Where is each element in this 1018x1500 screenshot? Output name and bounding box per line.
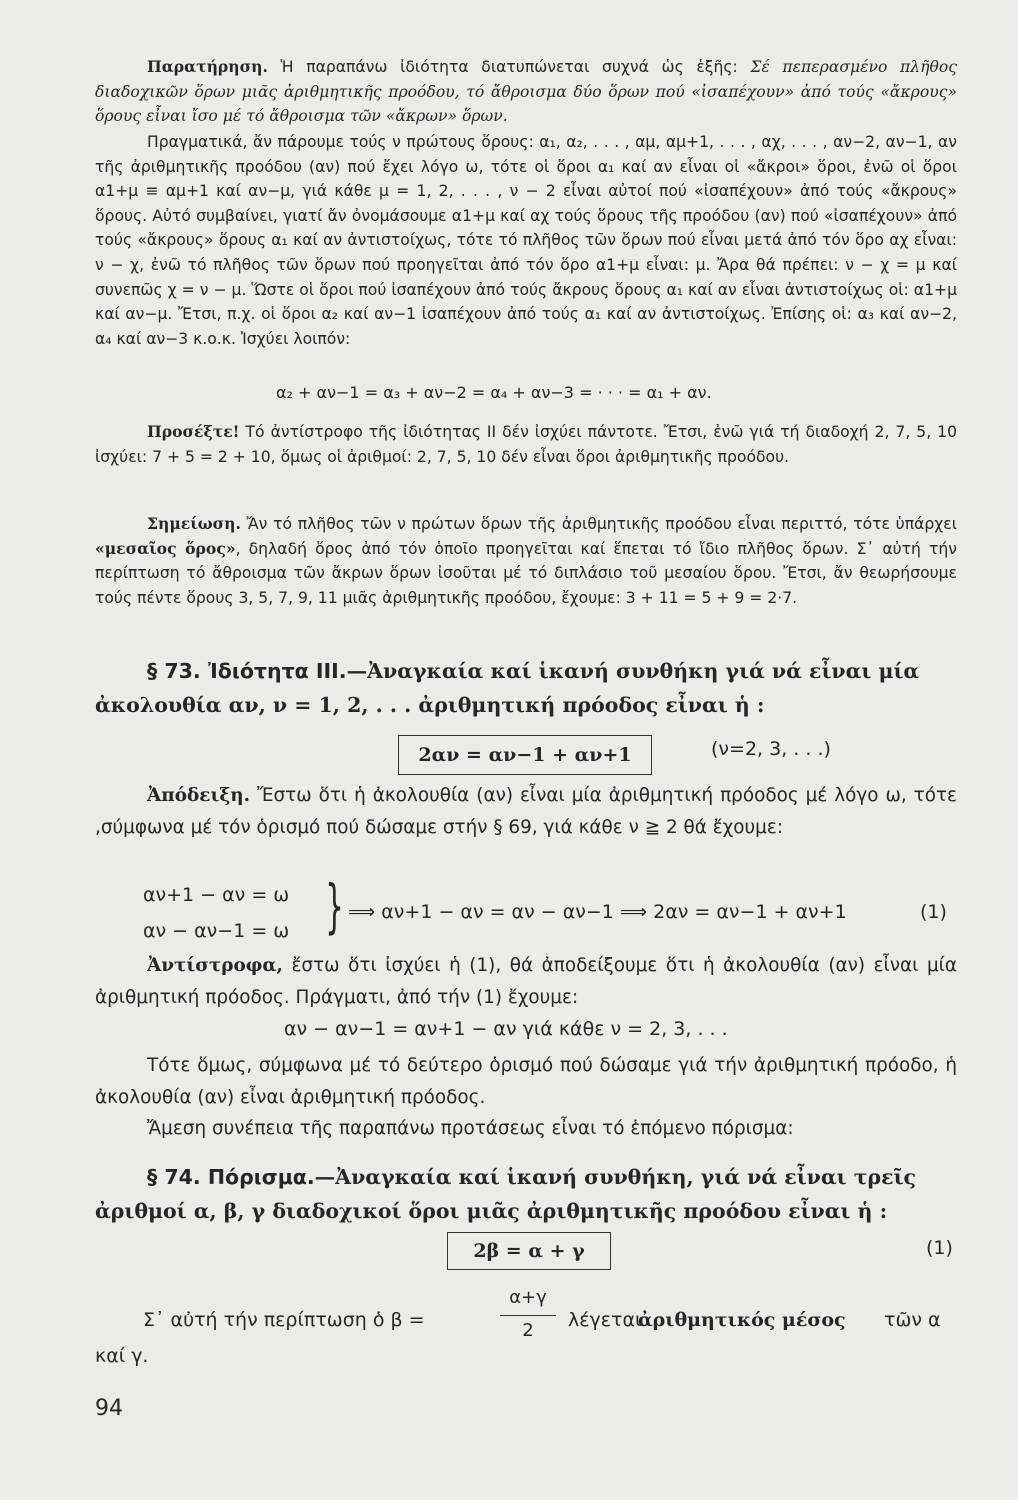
equality-chain: α₂ + αν−1 = α₃ + αν−2 = α₄ + αν−3 = · · · = α₁ + αν.: [276, 383, 712, 402]
fraction-numerator: α+γ: [509, 1287, 547, 1308]
section-73-number: § 73.: [147, 659, 201, 683]
equation-number-1: (1): [920, 901, 947, 923]
section-74-formula: 2β = α + γ: [473, 1240, 585, 1262]
proof-text: Ἔστω ὅτι ἡ ἀκολουθία (αν) εἶναι μία ἀριθμητική πρόοδος μέ λόγο ω, τότε ,σύμφωνα μέ τόν ὁρισμό πού δώσαμε στήν § 69, γιά κάθε ν ≧ 2 θά ἔχουμε:: [95, 785, 957, 838]
note-paragraph: [95, 512, 957, 610]
system-eq-1: αν+1 − αν = ω: [143, 884, 290, 906]
converse-text: ἔστω ὅτι ἰσχύει ἡ (1), θά ἀποδείξουμε ὅτι ἡ ἀκολουθία (αν) εἶναι μία ἀριθμητική πρόοδος. Πράγματι, ἀπό τήν (1) ἔχουμε:: [95, 955, 957, 1008]
remark-label: Παρατήρηση.: [147, 57, 268, 76]
corollary-intro: Ἄμεση συνέπεια τῆς παραπάνω προτάσεως εἶναι τό ἑπόμενο πόρισμα:: [147, 1118, 794, 1139]
converse-equation: αν − αν−1 = αν+1 − αν γιά κάθε ν = 2, 3, . . .: [284, 1018, 728, 1040]
proof-section: [95, 780, 957, 843]
system-brace: }: [325, 872, 344, 940]
warning-text: Τό ἀντίστροφο τῆς ἰδιότητας II δέν ἰσχύει πάντοτε. Ἔτσι, ἐνῶ γιά τή διαδοχή 2, 7, 5, 10 ἰσχύει: 7 + 5 = 2 + 10, ὅμως οἱ ἀριθμοί: 2, 7, 5, 10 δέν εἶναι ὅροι ἀριθμητικῆς προόδου.: [95, 423, 957, 466]
fraction-bar: [500, 1315, 556, 1316]
proof-paragraph: Πραγματικά, ἄν πάρουμε τούς ν πρώτους ὅρους: α₁, α₂, . . . , αμ, αμ+1, . . . , αχ, . . . , αν−2, αν−1, αν τῆς ἀριθμητικῆς προόδου (αν) πού ἔχει λόγο ω, τότε οἱ ὅροι α₁ καί αν εἶναι οἱ «ἄκροι» ὅροι, ἐνῶ οἱ ὅροι α1+μ ≡ αμ+1 καί αν−μ, γιά κάθε μ = 1, 2, . . . , ν − 2 εἶναι αὐτοί πού «ἰσαπέχουν» ἀπό τούς «ἄκρους» ὅρους. Αὐτό συμβαίνει, γιατί ἄν ὀνομάσουμε α1+μ καί αχ τούς ὅρους τῆς προόδου (αν) πού «ἰσαπέχουν» ἀπό τούς «ἄκρους» ὅρους α₁ καί αν ἀντιστοίχως, τότε τό πλῆθος τῶν ὅρων πού εἶναι μετά ἀπό τόν ὅρο αχ εἶναι: ν − χ, ἐνῶ τό πλῆθος τῶν ὅρων πού προηγεῖται ἀπό τόν ὅρο α1+μ εἶναι: μ. Ἄρα θά πρέπει: ν − χ = μ καί συνεπῶς χ = ν − μ. Ὥστε οἱ ὅροι πού ἰσαπέχουν ἀπό τούς ἄκρους ὅρους α₁ καί αν εἶναι ἀντιστοίχως οἱ: α1+μ καί αν−μ. Ἔτσι, π.χ. οἱ ὅροι α₂ καί αν−1 ἰσαπέχουν ἀπό τούς α₁ καί αν ἀντιστοίχως. Ἐπίσης οἱ: α₃ καί αν−2, α₄ καί αν−3 κ.ο.κ. Ἰσχύει λοιπόν:: [95, 133, 957, 348]
arithmetic-mean-term: ἀριθμητικός μέσος: [638, 1309, 846, 1331]
section-74-title: Πόρισμα.: [207, 1165, 315, 1189]
closing-text-start: Σ᾽ αὐτή τήν περίπτωση ὁ β =: [143, 1309, 425, 1331]
section-74-statement: —Ἀναγκαία καί ἱκανή συνθήκη, γιά νά εἶναι τρεῖς ἀριθμοί α, β, γ διαδοχικοί ὅροι μιᾶς ἀριθμητικῆς προόδου εἶναι ἡ :: [95, 1165, 917, 1223]
warning-label: Προσέξτε!: [147, 422, 240, 441]
section-73-formula-box: [398, 735, 652, 775]
note-text-1: Ἄν τό πλῆθος τῶν ν πρώτων ὅρων τῆς ἀριθμητικῆς προόδου εἶναι περιττό, τότε ὑπάρχει: [240, 515, 957, 533]
implication-chain: ⟹ αν+1 − αν = αν − αν−1 ⟹ 2αν = αν−1 + αν+1: [348, 901, 847, 923]
closing-text-last: καί γ.: [95, 1345, 149, 1367]
converse-label: Ἀντίστροφα,: [147, 955, 283, 976]
page-number: 94: [95, 1396, 123, 1421]
section-74-heading: [95, 1160, 957, 1228]
closing-text-middle: λέγεται: [568, 1309, 642, 1331]
fraction-denominator: 2: [522, 1320, 534, 1341]
warning-paragraph: [95, 420, 957, 469]
note-bold-term: «μεσαῖος ὅρος»: [95, 538, 236, 558]
proof-label: Ἀπόδειξη.: [147, 785, 251, 806]
section-74-number: § 74.: [147, 1165, 201, 1189]
section-73-formula: 2αν = αν−1 + αν+1: [418, 744, 632, 766]
section-74-formula-box: [447, 1232, 611, 1270]
remark-paragraph: [95, 55, 957, 129]
section-73-heading: [95, 654, 957, 722]
note-text-2: , δηλαδή ὅρος ἀπό τόν ὁποῖο προηγεῖται καί ἕπεται τό ἴδιο πλῆθος ὅρων. Σ᾽ αὐτή τήν περίπτωση τό ἄθροισμα τῶν ἄκρων ὅρων ἰσοῦται μέ τό διπλάσιο τοῦ μεσαίου ὅρου. Ἔτσι, ἄν θεωρήσουμε τούς πέντε ὅρους 3, 5, 7, 9, 11 μιᾶς ἀριθμητικῆς προόδου, ἔχουμε: 3 + 11 = 5 + 9 = 2·7.: [95, 539, 957, 607]
remark-italic-statement: Σέ πεπερασμένο πλῆθος διαδοχικῶν ὅρων μιᾶς ἀριθμητικῆς προόδου, τό ἄθροισμα δύο ὅρων πού «ἰσαπέχουν» ἀπό τούς «ἄκρους» ὅρους εἶναι ἴσο μέ τό ἄθροισμα τῶν «ἄκρων» ὅρων.: [95, 58, 957, 126]
section-73-condition: (ν=2, 3, . . .): [711, 738, 831, 760]
section-73-title: Ἰδιότητα III.: [207, 659, 347, 683]
section-74-equation-number: (1): [926, 1237, 953, 1259]
system-eq-2: αν − αν−1 = ω: [143, 920, 290, 942]
conclusion-paragraph: Τότε ὅμως, σύμφωνα μέ τό δεύτερο ὁρισμό πού δώσαμε γιά τήν ἀριθμητική πρόοδο, ἡ ἀκολουθία (αν) εἶναι ἀριθμητική πρόοδος.: [95, 1055, 957, 1108]
closing-text-end: τῶν α: [884, 1309, 941, 1331]
note-label: Σημείωση.: [147, 514, 241, 533]
remark-text: Ἡ παραπάνω ἰδιότητα διατυπώνεται συχνά ὡς ἑξῆς:: [267, 58, 751, 76]
converse-paragraph: [95, 950, 957, 1013]
section-73-statement: —Ἀναγκαία καί ἱκανή συνθήκη γιά νά εἶναι μία ἀκολουθία αν, ν = 1, 2, . . . ἀριθμητική πρόοδος εἶναι ἡ :: [95, 659, 920, 717]
